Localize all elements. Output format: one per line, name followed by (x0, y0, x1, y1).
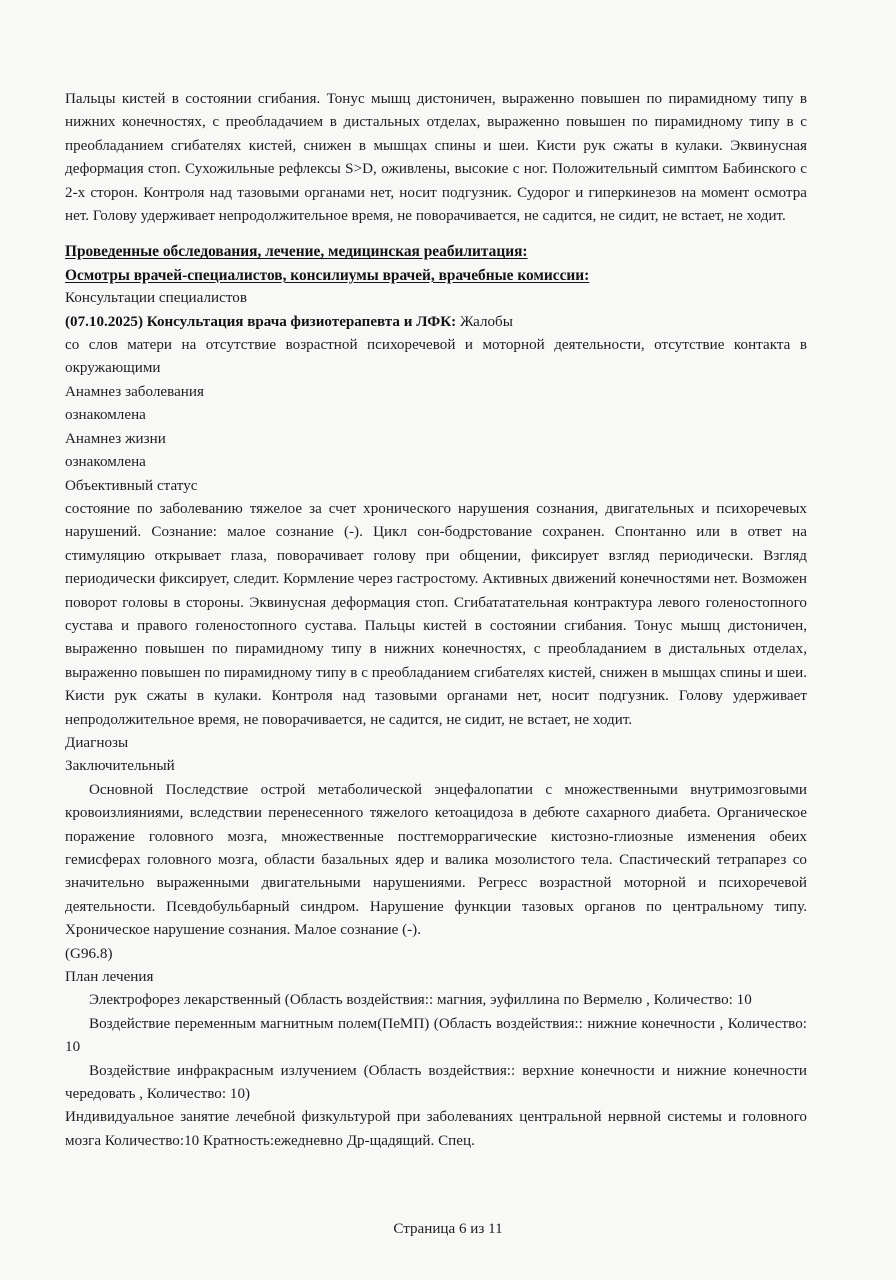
consultation-complaints-word: Жалобы (456, 313, 513, 330)
treatment-item-electrophoresis: Электрофорез лекарственный (Область воздействия:: магния, эуфиллина по Вермелю , Количество: 10 (89, 992, 752, 1009)
paragraph-neurological-status-continued: Пальцы кистей в состоянии сгибания. Тонус мышц дистоничен, выраженно повышен по пирамидному типу в нижних конечностях, с преобладачием в дистальных отделах, выраженно повышен по пирамидному типу в с преобладанием сгибателях кистей, снижен в мышцах спины и шеи. Кисти рук сжаты в кулаки. Эквинусная деформация стоп. Сухожильные рефлексы S>D, оживлены, высокие с ног. Положительный симптом Бабинского с 2-х сторон. Контроля над тазовыми органами нет, носит подгузник. Судорог и гиперкинезов на момент осмотра нет. Голову удерживает непродолжительное время, не поворачивается, не садится, не сидит, не встает, не ходит. (65, 91, 807, 225)
value-anamnesis-disease: ознакомлена (65, 407, 146, 424)
document-text-body (65, 88, 807, 1153)
value-anamnesis-life: ознакомлена (65, 454, 146, 471)
treatment-item-infrared: Воздействие инфракрасным излучением (Область воздействия:: верхние конечности и нижние конечности чередовать , Количество: 10) (65, 1062, 807, 1103)
paragraph-diagnosis-main: Основной Последствие острой метаболической энцефалопатии с множественными внутримозговыми кровоизлияниями, вследствии перенесенного тяжелого кетоацидоза в дебюте сахарного диабета. Органическое поражение головного мозга, множественные постгеморрагические кистозно-глиозные изменения обеих гемисферах головного мозга, области базальных ядер и валика мозолистого тела. Спастический тетрапарез со значительно выраженными двигательными нарушениями. Регресс возрастной моторной и психоречевой деятельности. Псевдобульбарный синдром. Нарушение функции тазовых органов по центральному типу. Хроническое нарушение сознания. Малое сознание (-). (65, 781, 807, 939)
heading-specialist-examinations: Осмотры врачей-специалистов, консилиумы врачей, врачебные комиссии: (65, 266, 590, 284)
paragraph-complaints: со слов матери на отсутствие возрастной психоречевой и моторной деятельности, отсутствие контакта в окружающими (65, 337, 807, 377)
label-anamnesis-disease: Анамнез заболевания (65, 383, 204, 400)
treatment-item-physical-therapy: Индивидуальное занятие лечебной физкультурой при заболеваниях центральной нервной системы и головного мозга Количество:10 Кратность:ежедневно Др-щадящий. Спец. (65, 1109, 807, 1149)
label-diagnosis-final: Заключительный (65, 758, 175, 775)
label-treatment-plan: План лечения (65, 969, 154, 986)
label-diagnoses: Диагнозы (65, 734, 129, 751)
treatment-item-magnetic-field: Воздействие переменным магнитным полем(ПеМП) (Область воздействия:: нижние конечности , Количество: 10 (65, 1015, 807, 1056)
consultation-header (65, 311, 807, 334)
label-specialist-consultations: Консультации специалистов (65, 290, 247, 307)
consultation-date-title: (07.10.2025) Консультация врача физиотерапевта и ЛФК: (65, 313, 457, 330)
label-objective-status: Объективный статус (65, 477, 198, 494)
heading-examinations-treatment-rehabilitation: Проведенные обследования, лечение, медицинская реабилитация: (65, 243, 528, 261)
page-footer: Страница 6 из 11 (393, 1221, 503, 1237)
label-anamnesis-life: Анамнез жизни (65, 430, 166, 447)
text-diagnosis-code: (G96.8) (65, 945, 113, 962)
paragraph-objective-status: состояние по заболеванию тяжелое за счет хронического нарушения сознания, двигательных и психоречевых нарушений. Сознание: малое сознание (-). Цикл сон-бодрстование сохранен. Спонтанно или в ответ на стимуляцию открывает глаза, поворачивает голову при общении, фиксирует взгляд периодически. Взгляд периодически фиксирует, следит. Кормление через гастростому. Активных движений конечностями нет. Возможен поворот головы в стороны. Эквинусная деформация стоп. Сгибататательная контрактура левого голеностопного сустава и правого голеностопного сустава. Пальцы кистей в состоянии сгибания. Тонус мышц дистоничен, выраженно повышен по пирамидному типу в нижних конечностях, с преобладанием в дистальных отделах, выраженно повышен по пирамидному типу в с преобладанием сгибателях кистей, снижен в мышцах спины и шеи. Кисти рук сжаты в кулаки. Контроля над тазовыми органами нет, носит подгузник. Голову удерживает непродолжительное время, не поворачивается, не садится, не сидит, не встает, не ходит. (65, 500, 807, 728)
